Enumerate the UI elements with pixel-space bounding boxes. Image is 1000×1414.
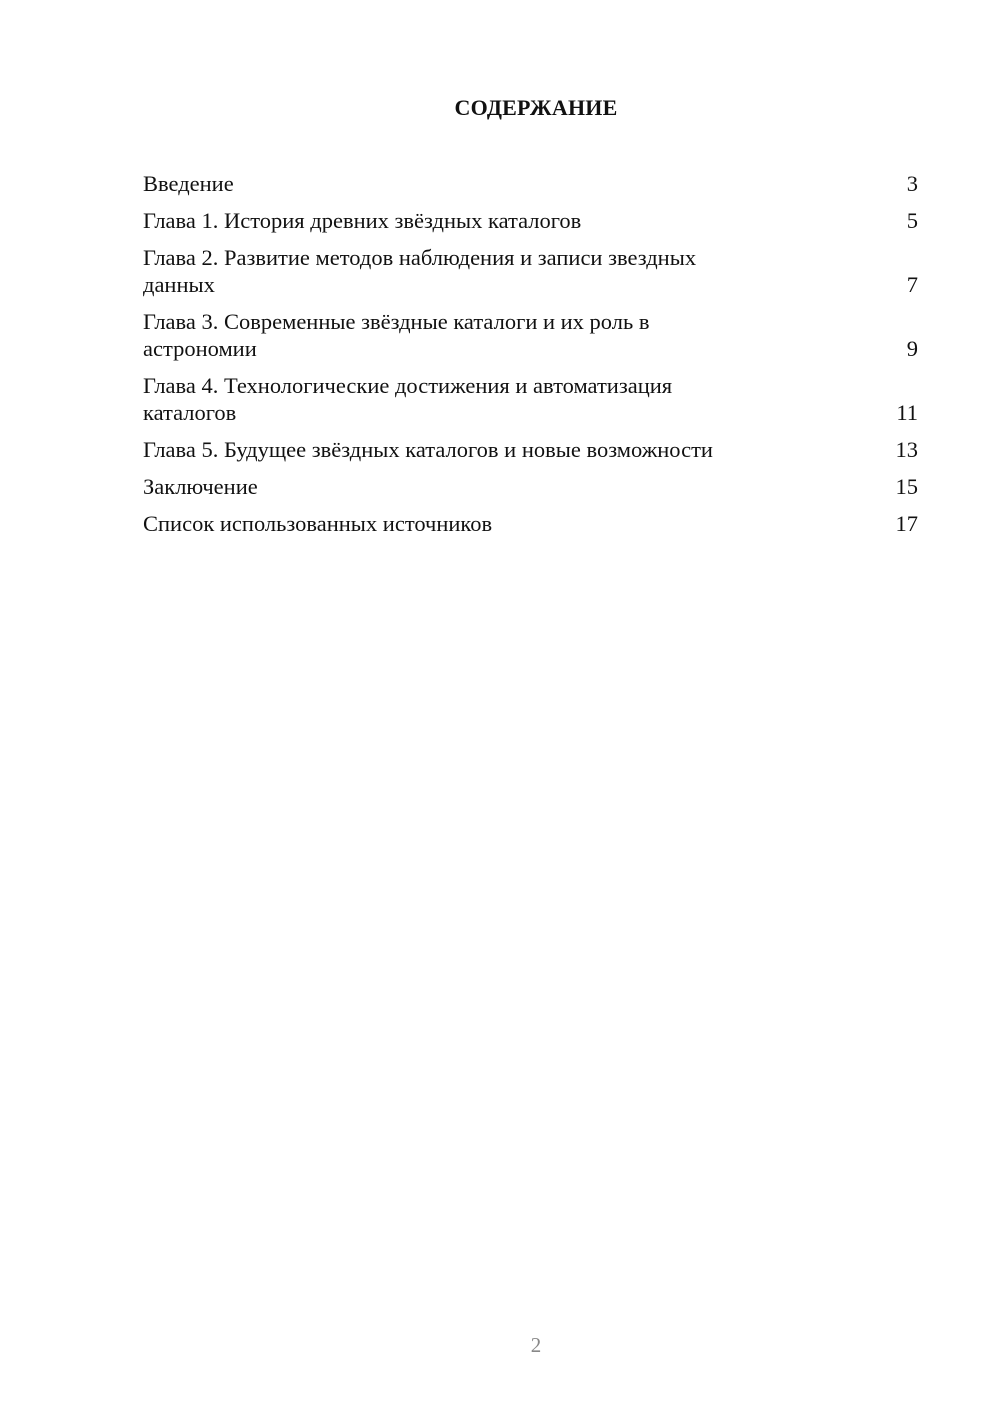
toc-entry-title bbox=[143, 436, 713, 463]
toc-entry-title bbox=[143, 170, 234, 197]
toc-entry-title bbox=[143, 244, 696, 298]
toc-entry bbox=[143, 207, 918, 234]
toc-entry-page: 13 bbox=[895, 437, 918, 462]
toc-entry-title-line: Глава 5. Будущее звёздных каталогов и новые возможности bbox=[143, 437, 713, 462]
toc-entry bbox=[143, 510, 918, 537]
toc-entry-title-line: каталогов bbox=[143, 400, 237, 425]
table-of-contents bbox=[143, 170, 918, 547]
toc-entry-title-line: данных bbox=[143, 272, 215, 297]
toc-entry-title bbox=[143, 207, 581, 234]
toc-entry-page: 11 bbox=[896, 400, 918, 425]
toc-entry-page: 5 bbox=[906, 208, 918, 233]
toc-entry bbox=[143, 473, 918, 500]
page-title: СОДЕРЖАНИЕ bbox=[454, 95, 618, 120]
toc-entry-title bbox=[143, 372, 672, 426]
toc-entry bbox=[143, 170, 918, 197]
toc-entry bbox=[143, 436, 918, 463]
toc-entry-page: 3 bbox=[906, 171, 918, 196]
page-number: 2 bbox=[530, 1333, 542, 1357]
toc-entry-page: 17 bbox=[895, 511, 918, 536]
toc-entry bbox=[143, 244, 918, 298]
toc-entry-page: 15 bbox=[895, 474, 918, 499]
toc-entry-title-line: Глава 2. Развитие методов наблюдения и записи звездных bbox=[143, 245, 697, 270]
toc-entry-title-line: Список использованных источников bbox=[143, 511, 493, 536]
toc-entry-title-line: Глава 1. История древних звёздных каталогов bbox=[143, 208, 582, 233]
toc-entry-title bbox=[143, 473, 258, 500]
toc-entry-title-line: астрономии bbox=[143, 336, 257, 361]
toc-entry-page: 9 bbox=[906, 336, 918, 361]
toc-entry-title-line: Глава 4. Технологические достижения и автоматизация bbox=[143, 373, 673, 398]
toc-entry-page: 7 bbox=[906, 272, 918, 297]
toc-entry-title-line: Глава 3. Современные звёздные каталоги и их роль в bbox=[143, 309, 650, 334]
toc-entry bbox=[143, 372, 918, 426]
toc-entry-title-line: Заключение bbox=[143, 474, 258, 499]
toc-entry bbox=[143, 308, 918, 362]
toc-entry-title bbox=[143, 308, 650, 362]
toc-entry-title bbox=[143, 510, 492, 537]
toc-entry-title-line: Введение bbox=[143, 171, 234, 196]
